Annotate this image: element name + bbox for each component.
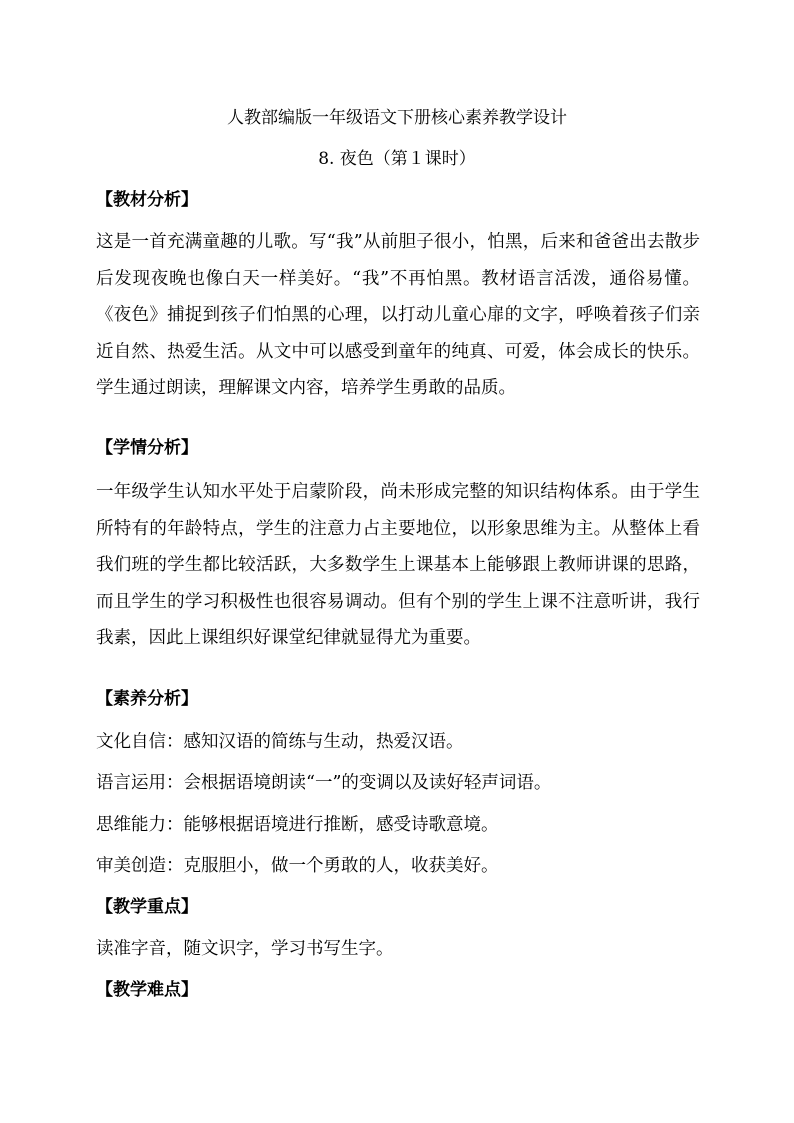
literacy-analysis-heading: 【素养分析】 xyxy=(96,689,198,709)
key-points-heading: 【教学重点】 xyxy=(96,897,198,917)
literacy-item-language: 语言运用：会根据语境朗读“一”的变调以及读好轻声词语。 xyxy=(96,773,552,793)
key-points-text: 读准字音，随文识字，学习书写生字。 xyxy=(96,939,394,959)
student-analysis-heading: 【学情分析】 xyxy=(96,438,198,458)
student-analysis-text: 一年级学生认知水平处于启蒙阶段，尚未形成完整的知识结构体系。由于学生所特有的年龄特点，学生的注意力占主要地位，以形象思维为主。从整体上看我们班的学生都比较活跃，大多数学生上课基本上能够跟上教师讲课的思路，而且学生的学习积极性也很容易调动。但有个别的学生上课不注意听讲，我行我素，因此上课组织好课堂纪律就显得尤为重要。 xyxy=(96,482,700,648)
literacy-item-thinking: 思维能力：能够根据语境进行推断，感受诗歌意境。 xyxy=(96,815,499,835)
document-title: 人教部编版一年级语文下册核心素养教学设计 xyxy=(227,108,567,128)
literacy-item-aesthetic: 审美创造：克服胆小，做一个勇敢的人，收获美好。 xyxy=(96,856,499,876)
literacy-item-culture: 文化自信：感知汉语的简练与生动，热爱汉语。 xyxy=(96,732,464,752)
material-analysis-heading: 【教材分析】 xyxy=(96,190,198,210)
difficulties-heading: 【教学难点】 xyxy=(96,980,198,1000)
material-analysis-text: 这是一首充满童趣的儿歌。写“我”从前胆子很小，怕黑，后来和爸爸出去散步后发现夜晚也像白天一样美好。“我”不再怕黑。教材语言活泼，通俗易懂。《夜色》捕捉到孩子们怕黑的心理，以打动儿童心扉的文字，呼唤着孩子们亲近自然、热爱生活。从文中可以感受到童年的纯真、可爱，体会成长的快乐。学生通过朗读，理解课文内容，培养学生勇敢的品质。 xyxy=(96,232,700,398)
lesson-title: 8. 夜色（第１课时） xyxy=(318,149,476,169)
